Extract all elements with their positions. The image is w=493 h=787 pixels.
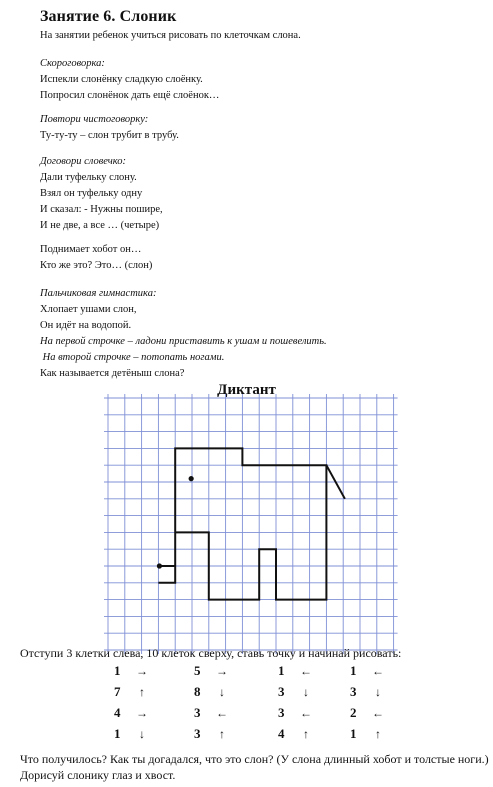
grid-lines [104,394,398,654]
step-count: 1 [114,726,121,741]
section-line: И не две, а все … (четыре) [40,220,160,231]
start-point [157,563,162,568]
direction-arrow-icon: ← [216,706,228,720]
step-count: 8 [194,684,201,699]
step-count: 5 [194,663,201,678]
step-count: 1 [350,663,357,678]
command-step [114,684,150,700]
page-title: Занятие 6. Слоник [40,8,177,25]
section-heading: Скороговорка: [40,58,105,69]
section-line: Хлопает ушами слон, [40,304,137,315]
direction-arrow-icon: → [136,706,148,720]
section-heading: Пальчиковая гимнастика: [40,288,157,299]
direction-arrow-icon: ↓ [303,685,309,699]
dictation-instruction: Отступи 3 клетки слева, 10 клеток сверху, ставь точку и начинай рисовать: [20,646,402,660]
step-count: 1 [114,663,121,678]
dictation-title: Диктант [217,382,276,398]
final-question: Что получилось? Как ты догадался, что это слон? (У слона длинный хобот и толстые ноги.) Дорисуй слонику глаз и хвост. [20,752,489,782]
command-step [194,663,230,679]
direction-arrow-icon: ↓ [375,685,381,699]
section-line: Он идёт на водопой. [40,320,132,331]
section-line: Дали туфельку слону. [40,172,137,183]
section-line: Кто же это? Это… (слон) [40,260,153,271]
direction-arrow-icon: ← [300,664,312,678]
step-count: 2 [350,705,357,720]
section-instruction: На второй строчке – потопать ногами. [40,352,225,363]
command-table [0,661,493,746]
command-step [194,726,230,742]
step-count: 3 [278,684,285,699]
section-line: Поднимает хобот он… [40,244,142,255]
direction-arrow-icon: ↓ [219,685,225,699]
section-heading: Повтори чистоговорку: [40,114,149,125]
direction-arrow-icon: ← [300,706,312,720]
step-count: 3 [278,705,285,720]
section-instruction: На первой строчке – ладони приставить к ушам и пошевелить. [40,336,327,347]
direction-arrow-icon: ← [372,706,384,720]
command-step [350,726,386,742]
intro-line: На занятии ребенок учиться рисовать по клеточкам слона. [40,30,301,41]
command-step [278,684,314,700]
command-step [278,705,314,721]
command-step [278,726,314,742]
step-count: 4 [278,726,285,741]
step-count: 3 [194,726,201,741]
direction-arrow-icon: → [136,664,148,678]
command-step [114,726,150,742]
command-step [350,663,386,679]
direction-arrow-icon: ← [372,664,384,678]
section-line: Взял он туфельку одну [40,188,143,199]
command-step [114,663,150,679]
section-heading: Договори словечко: [40,156,127,167]
command-step [350,705,386,721]
command-step [194,705,230,721]
direction-arrow-icon: ↓ [139,727,145,741]
step-count: 3 [194,705,201,720]
command-step [350,684,386,700]
section-line: Испекли слонёнку сладкую слоёнку. [40,74,203,85]
step-count: 4 [114,705,121,720]
command-step [114,705,150,721]
direction-arrow-icon: → [216,664,228,678]
direction-arrow-icon: ↑ [303,727,309,741]
direction-arrow-icon: ↑ [375,727,381,741]
section-line: Попросил слонёнок дать ещё слоёнок… [40,90,220,101]
step-count: 7 [114,684,121,699]
section-question: Как называется детёныш слона? [40,368,185,379]
step-count: 3 [350,684,357,699]
direction-arrow-icon: ↑ [219,727,225,741]
step-count: 1 [278,663,285,678]
section-line: Ту-ту-ту – слон трубит в трубу. [40,130,179,141]
step-count: 1 [350,726,357,741]
command-step [278,663,314,679]
elephant-eye [189,476,194,481]
section-line: И сказал: - Нужны пошире, [40,204,163,215]
direction-arrow-icon: ↑ [139,685,145,699]
command-step [194,684,230,700]
